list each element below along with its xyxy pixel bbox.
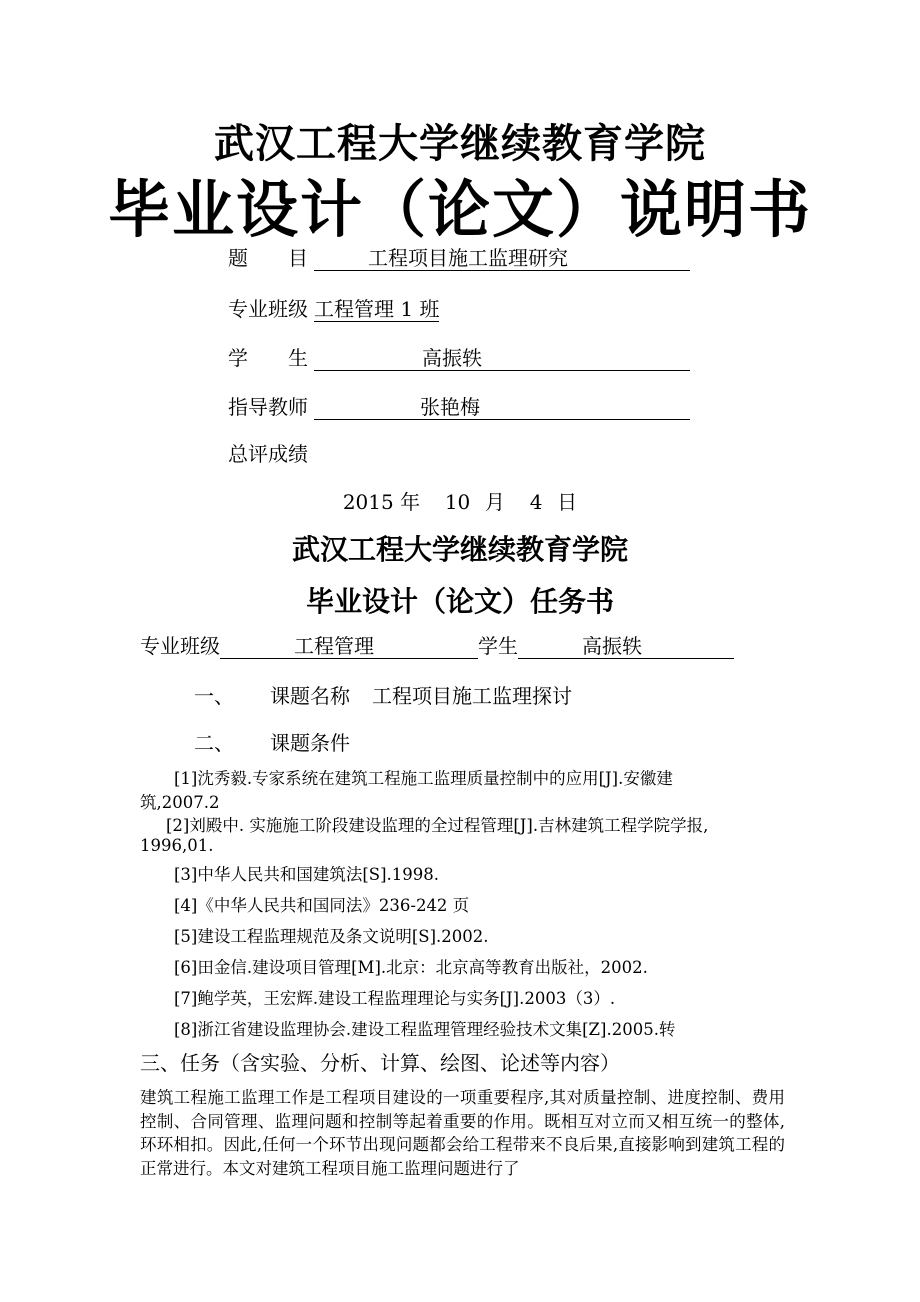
document-title: 毕业设计（论文）说明书: [107, 173, 812, 246]
section-3-paragraph: 建筑工程施工监理工作是工程项目建设的一项重要程序,其对质量控制、进度控制、费用控制、合同管理、监理问题和控制等起着重要的作用。既相互对立而又相互统一的整体,环环相扣。因此,任何一个环节出现问题都会给工程带来不良后果,直接影响到建筑工程的正常进行。本文对建筑工程项目施工监理问题进行了: [140, 1088, 785, 1178]
field-student: [228, 342, 690, 371]
reference-8: [8]浙江省建设监理协会.建设工程监理管理经验技术文集[Z].2005.转: [174, 1020, 676, 1039]
task-class-label: 专业班级: [140, 634, 220, 658]
date-year: 2015: [342, 490, 394, 514]
section-3-heading: 三、任务（含实验、分析、计算、绘图、论述等内容）: [140, 1051, 620, 1075]
reference-6: [6]田金信.建设项目管理[M].北京：北京高等教育出版社，2002.: [174, 958, 648, 977]
section-2-num: 二、: [194, 731, 234, 755]
task-class-value: 工程管理: [220, 635, 478, 659]
advisor-label: 指导教师: [228, 395, 308, 419]
section-1-num: 一、: [194, 684, 234, 708]
date-line: [0, 486, 920, 515]
section-1-label: 课题名称: [270, 684, 350, 708]
student-value: 高振轶: [314, 347, 690, 371]
reference-2-line2: 1996,01.: [140, 836, 214, 855]
date-day: 4: [529, 490, 543, 514]
task-student-value: 高振轶: [518, 635, 734, 659]
reference-3: [3]中华人民共和国建筑法[S].1998.: [174, 865, 440, 884]
field-topic: [228, 242, 690, 271]
topic-label: 题 目: [228, 246, 308, 270]
topic-value: 工程项目施工监理研究: [314, 247, 690, 271]
grade-label: 总评成绩: [228, 442, 308, 466]
date-month-unit: 月: [484, 490, 505, 514]
reference-1-line2: 筑,2007.2: [140, 793, 220, 812]
task-class-student-row: [140, 630, 734, 659]
reference-4: [4]《中华人民共和国同法》236-242 页: [174, 896, 470, 915]
student-label: 学 生: [228, 346, 308, 370]
date-month: 10: [444, 490, 471, 514]
section-2: [194, 727, 350, 756]
class-label: 专业班级: [228, 297, 308, 321]
field-grade: [228, 438, 308, 467]
institution-title: 武汉工程大学继续教育学院: [214, 120, 706, 167]
section-1-value: 工程项目施工监理探讨: [372, 684, 572, 708]
field-class: [228, 293, 439, 322]
task-institution-title: 武汉工程大学继续教育学院: [291, 533, 628, 566]
reference-7: [7]鲍学英，王宏辉.建设工程监理理论与实务[J].2003（3）.: [174, 989, 616, 1008]
task-student-label: 学生: [478, 634, 518, 658]
field-advisor: [228, 391, 690, 420]
advisor-value: 张艳梅: [314, 396, 690, 420]
section-2-label: 课题条件: [270, 731, 350, 755]
section-1: [194, 680, 572, 709]
date-day-unit: 日: [557, 490, 578, 514]
reference-5: [5]建设工程监理规范及条文说明[S].2002.: [174, 927, 489, 946]
reference-1-line1: [1]沈秀毅.专家系统在建筑工程施工监理质量控制中的应用[J].安徽建: [174, 769, 673, 788]
date-year-unit: 年: [400, 490, 421, 514]
reference-2-line1: [2]刘殿中. 实施施工阶段建设监理的全过程管理[J].吉林建筑工程学院学报,: [166, 816, 709, 835]
class-value: 工程管理 1 班: [314, 297, 440, 321]
task-document-title: 毕业设计（论文）任务书: [305, 585, 614, 618]
